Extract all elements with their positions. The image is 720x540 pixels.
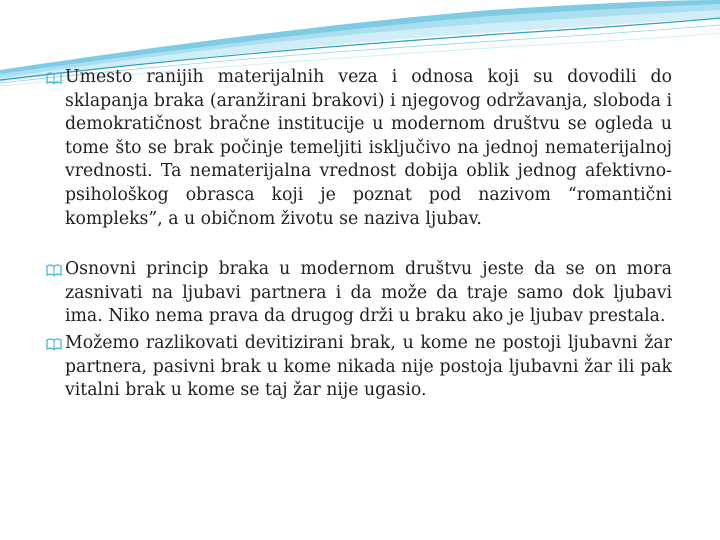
paragraph-text-1: Umesto ranijih materijalnih veza i odnosa koji su dovodili do sklapanja braka (aranžirani brakovi) i njegovog održavanja, sloboda i demokratičnost bračne institucije u modernom društvu se ogleda u tome što se brak počinje temeljiti isključivo na jednoj nematerijalnoj vrednosti. Ta nematerijalna vrednost dobija oblik jednog afektivno-psihološkog obrasca koji je poznat pod nazivom “romantični kompleks”, a u običnom životu se naziva ljubav. (65, 67, 672, 229)
book-bullet-icon (46, 337, 62, 351)
bullet-paragraph-1 (44, 66, 672, 231)
bullet-paragraph-3 (44, 332, 672, 403)
paragraph-text-2: Osnovni princip braka u modernom društvu jeste da se on mora zasnivati na ljubavi partnera i da može da traje samo dok ljubavi ima. Niko nema prava da drugog drži u braku ako je ljubav prestala. (65, 259, 672, 327)
paragraph-text-3: Možemo razlikovati devitizirani brak, u kome ne postoji ljubavni žar partnera, pasivni brak u kome nikada nije postoja ljubavni žar ili pak vitalni brak u kome se taj žar nije ugasio. (65, 332, 672, 401)
book-bullet-icon (46, 263, 62, 277)
bullet-paragraph-2 (44, 258, 672, 329)
slide-content (44, 66, 672, 403)
book-bullet-icon (46, 71, 62, 85)
